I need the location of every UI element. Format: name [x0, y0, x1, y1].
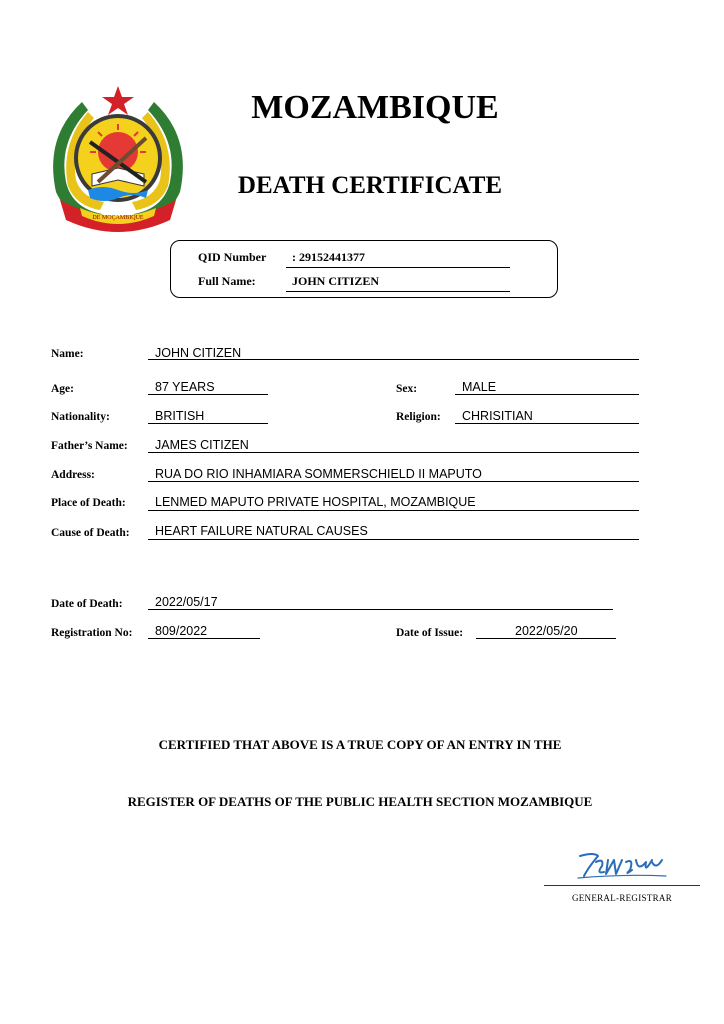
- religion-label: Religion:: [396, 411, 441, 423]
- name-value: JOHN CITIZEN: [155, 346, 242, 360]
- date-of-issue-label: Date of Issue:: [396, 627, 464, 639]
- country-title: MOZAMBIQUE: [251, 89, 499, 126]
- registration-no-label: Registration No:: [51, 627, 133, 639]
- date-of-death-value: 2022/05/17: [155, 595, 218, 609]
- qid-underline: [286, 267, 510, 268]
- id-box: [170, 240, 558, 298]
- svg-text:DE MOÇAMBIQUE: DE MOÇAMBIQUE: [92, 215, 144, 221]
- signature-line: [544, 885, 700, 886]
- date-of-issue-underline: [476, 638, 616, 639]
- sex-label: Sex:: [396, 383, 418, 395]
- date-of-issue-value: 2022/05/20: [515, 624, 578, 638]
- name-label: Name:: [51, 348, 84, 360]
- mozambique-coat-of-arms-icon: [42, 82, 194, 238]
- place-of-death-underline: [148, 510, 639, 511]
- fullname-value: JOHN CITIZEN: [292, 274, 380, 288]
- age-underline: [148, 394, 268, 395]
- certification-line-1: CERTIFIED THAT ABOVE IS A TRUE COPY OF AN ENTRY IN THE: [158, 737, 562, 752]
- qid-value: : 29152441377: [292, 250, 365, 264]
- age-value: 87 YEARS: [155, 380, 215, 394]
- address-label: Address:: [51, 469, 95, 481]
- sex-underline: [455, 394, 639, 395]
- registration-no-underline: [148, 638, 260, 639]
- religion-value: CHRISITIAN: [462, 409, 533, 423]
- place-of-death-value: LENMED MAPUTO PRIVATE HOSPITAL, MOZAMBIQUE: [155, 495, 476, 509]
- father-name-underline: [148, 452, 639, 453]
- fullname-label: Full Name:: [198, 274, 256, 288]
- place-of-death-label: Place of Death:: [51, 497, 126, 509]
- date-of-death-underline: [148, 609, 613, 610]
- fullname-underline: [286, 291, 510, 292]
- handwritten-signature-icon: [574, 848, 670, 882]
- registration-no-value: 809/2022: [155, 624, 208, 638]
- father-name-value: JAMES CITIZEN: [155, 438, 249, 452]
- document-title: DEATH CERTIFICATE: [237, 172, 503, 199]
- age-label: Age:: [51, 383, 74, 395]
- nationality-value: BRITISH: [155, 409, 205, 423]
- address-underline: [148, 481, 639, 482]
- certification-line-2: REGISTER OF DEATHS OF THE PUBLIC HEALTH SECTION MOZAMBIQUE: [127, 794, 593, 809]
- cause-of-death-value: HEART FAILURE NATURAL CAUSES: [155, 524, 368, 538]
- sex-value: MALE: [462, 380, 497, 394]
- qid-label: QID Number: [198, 250, 267, 264]
- nationality-underline: [148, 423, 268, 424]
- date-of-death-label: Date of Death:: [51, 598, 123, 610]
- cause-of-death-underline: [148, 539, 639, 540]
- cause-of-death-label: Cause of Death:: [51, 527, 130, 539]
- signer-title: GENERAL-REGISTRAR: [571, 893, 673, 903]
- religion-underline: [455, 423, 639, 424]
- father-name-label: Father’s Name:: [51, 440, 128, 452]
- nationality-label: Nationality:: [51, 411, 110, 423]
- address-value: RUA DO RIO INHAMIARA SOMMERSCHIELD II MAPUTO: [155, 467, 482, 481]
- name-underline: [148, 359, 639, 360]
